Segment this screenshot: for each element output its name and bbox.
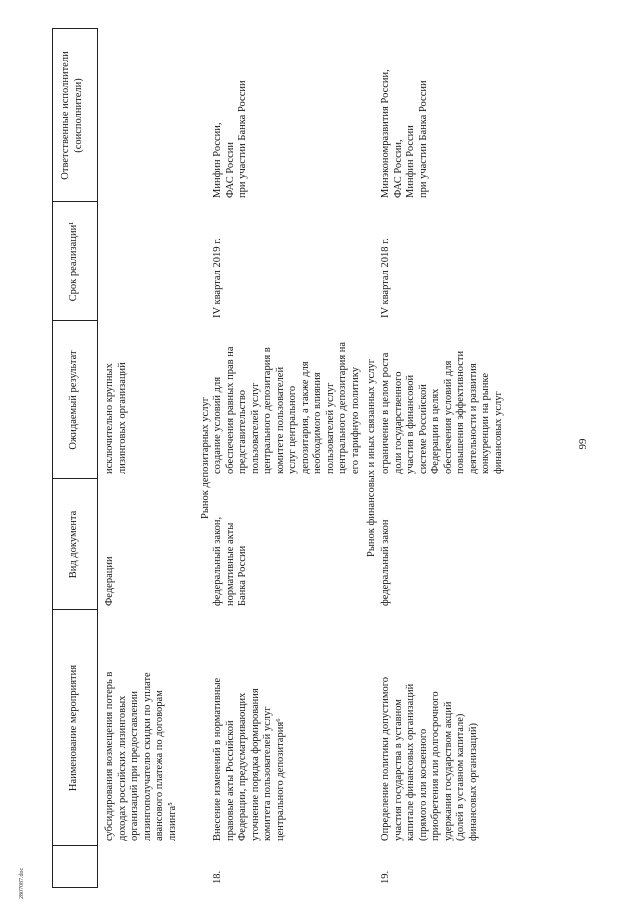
measures-table <box>52 28 617 888</box>
header-result: Ожидаемый результат <box>68 350 79 450</box>
row-18-executors: Минфин России, ФАС России при участии Банка России <box>212 80 248 198</box>
row-19-executors: Минэкономразвития России, ФАС России, Минфин России при участии Банка России <box>380 69 429 198</box>
header-bottom-border <box>97 28 98 888</box>
header-doc-type: Вид документа <box>68 510 79 579</box>
row-19-number: 19. <box>380 870 391 884</box>
row-18-result: создание условий для обеспечения равных прав на представительство пользователей услуг центрального депозитария в комитете пользователей услуг центрального депозитария, а также для необходимого влияния пользователей услуг центрального депозитария на его тарифную политику <box>212 341 361 474</box>
row-18-name: Внесение изменений в нормативные правовые акты Российской Федерации, предусматривающих уточнение порядка формирования комитета пользователей услуг центрального депозитария⁶ <box>212 677 286 841</box>
row-18-term: IV квартал 2019 г. <box>212 238 223 318</box>
row-cont-name: субсидирования возмещения потерь в доходах российских лизинговых организаций при предоставлении лизингополучателю скидки по уплате авансового платежа по договорам лизинга⁵ <box>104 671 178 841</box>
row-cont-result: исключительно крупных лизинговых организаций <box>104 362 128 474</box>
header-term: Срок реализации¹ <box>68 221 79 302</box>
row-18-doc-type: федеральный закон, нормативные акты Банка России <box>212 516 248 606</box>
header-executors: Ответственные исполнители (соисполнители) <box>60 51 84 180</box>
header-name: Наименование мероприятия <box>68 664 79 792</box>
section-depository: Рынок депозитарных услуг <box>200 397 211 520</box>
row-19-doc-type: федеральный закон <box>380 519 391 606</box>
table-top-border <box>52 28 53 888</box>
row-19-name: Определение политики допустимого участия государства в уставном капитале финансовых организаций (прямого или косвенного приобретения или долгосрочного удержания государством акций (долей в уставном капитале) финансовых организаций) <box>380 676 479 841</box>
row-19-term: IV квартал 2018 г. <box>380 238 391 318</box>
section-financial: Рынок финансовых и иных связанных услуг <box>366 359 377 558</box>
document-code: 2807087.doc <box>19 867 25 899</box>
page-number: 99 <box>577 438 589 450</box>
row-18-number: 18. <box>212 870 223 884</box>
row-19-result: ограничение в целом роста доли государственного участия в финансовой системе Российской Федерации в целях обеспечения условий для повышения эффективности деятельности и развития конкуренции на рынке финансовых услуг <box>380 350 504 474</box>
row-cont-doc-type: Федерации <box>104 556 115 606</box>
table-left-border <box>52 887 97 888</box>
